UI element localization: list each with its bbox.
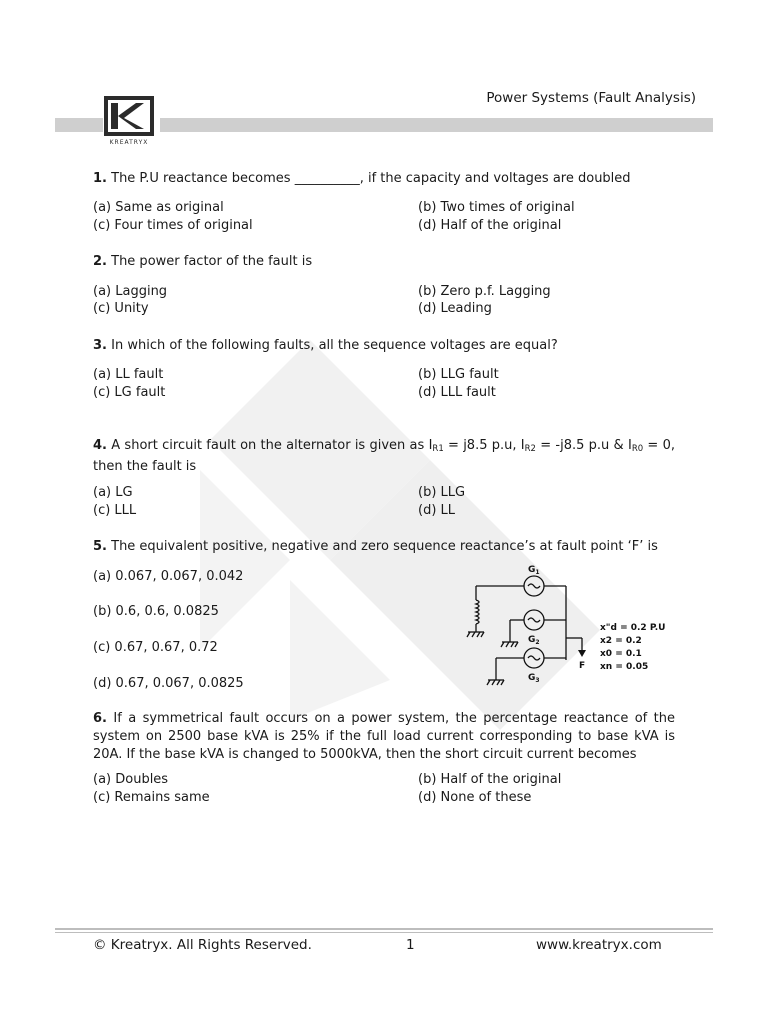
option-d: (d) None of these — [418, 790, 532, 805]
option-a: (a) LG — [93, 485, 133, 500]
option-c: (c) Unity — [93, 301, 149, 316]
g3-label: $G_3$ — [528, 673, 540, 684]
option-c: (c) Remains same — [93, 790, 210, 805]
param-x0: x0 = 0.1 — [600, 649, 642, 659]
g2-label: $G_2$ — [528, 635, 540, 646]
option-d: (d) Leading — [418, 301, 492, 316]
option-a: (a) LL fault — [93, 367, 164, 382]
option-c: (c) Four times of original — [93, 218, 253, 233]
option-c: (c) LG fault — [93, 385, 166, 400]
option-b: (b) 0.6, 0.6, 0.0825 — [93, 604, 219, 619]
question-3 — [93, 337, 675, 355]
footer-divider-thin — [55, 932, 713, 933]
param-xd: x"d = 0.2 P.U — [600, 623, 666, 633]
question-4 — [93, 437, 675, 476]
header-bar-right — [160, 118, 713, 132]
option-a: (a) Lagging — [93, 284, 168, 299]
page-number: 1 — [406, 937, 415, 953]
question-2 — [93, 253, 675, 271]
svg-text:KREATRYX: KREATRYX — [109, 139, 149, 146]
option-d: (d) 0.67, 0.067, 0.0825 — [93, 676, 244, 691]
footer-copyright: © Kreatryx. All Rights Reserved. — [93, 937, 312, 953]
fault-label: F — [579, 661, 586, 671]
option-a: (a) Same as original — [93, 200, 224, 215]
option-d: (d) LLL fault — [418, 385, 496, 400]
question-6 — [93, 710, 675, 764]
option-c: (c) 0.67, 0.67, 0.72 — [93, 640, 218, 655]
question-1 — [93, 170, 675, 188]
option-a: (a) 0.067, 0.067, 0.042 — [93, 569, 244, 584]
question-number: 3. — [93, 338, 107, 353]
question-number: 5. — [93, 539, 107, 554]
option-b: (b) Two times of original — [418, 200, 575, 215]
question-text: The power factor of the fault is — [111, 254, 313, 269]
header-title: Power Systems (Fault Analysis) — [486, 90, 696, 106]
option-d: (d) Half of the original — [418, 218, 562, 233]
option-b: (b) Half of the original — [418, 772, 562, 787]
question-number: 6. — [93, 711, 107, 726]
param-xn: xn = 0.05 — [600, 662, 649, 672]
option-b: (b) Zero p.f. Lagging — [418, 284, 551, 299]
option-d: (d) LL — [418, 503, 456, 518]
option-c: (c) LLL — [93, 503, 137, 518]
option-a: (a) Doubles — [93, 772, 169, 787]
g1-label: $G_1$ — [528, 565, 540, 576]
question-text: In which of the following faults, all the sequence voltages are equal? — [111, 338, 558, 353]
option-b: (b) LLG — [418, 485, 466, 500]
footer-url[interactable]: www.kreatryx.com — [536, 937, 662, 953]
circuit-diagram — [458, 560, 668, 690]
question-text: The P.U reactance becomes __________, if the capacity and voltages are doubled — [111, 171, 631, 186]
question-number: 1. — [93, 171, 107, 186]
question-text: The equivalent positive, negative and zero sequence reactance’s at fault point ‘F’ is — [111, 539, 658, 554]
option-b: (b) LLG fault — [418, 367, 499, 382]
kreatryx-logo — [102, 94, 158, 146]
header-bar-left — [55, 118, 103, 132]
question-5 — [93, 538, 675, 556]
question-text: A short circuit fault on the alternator is given as $I_{R1} = j8.5$ p.u, $I_{R2} = -j8.5$ p.u & $I_{R0} = 0$, then the fault is — [93, 438, 675, 474]
question-text: If a symmetrical fault occurs on a power system, the percentage reactance of the system on 2500 base kVA is 25% if the full load current corresponding to base kVA is 20A. If the base kVA is changed to 5000kVA, then the short circuit current becomes — [93, 711, 675, 762]
param-x2: x2 = 0.2 — [600, 636, 642, 646]
question-number: 4. — [93, 438, 107, 453]
question-number: 2. — [93, 254, 107, 269]
footer-divider — [55, 928, 713, 930]
